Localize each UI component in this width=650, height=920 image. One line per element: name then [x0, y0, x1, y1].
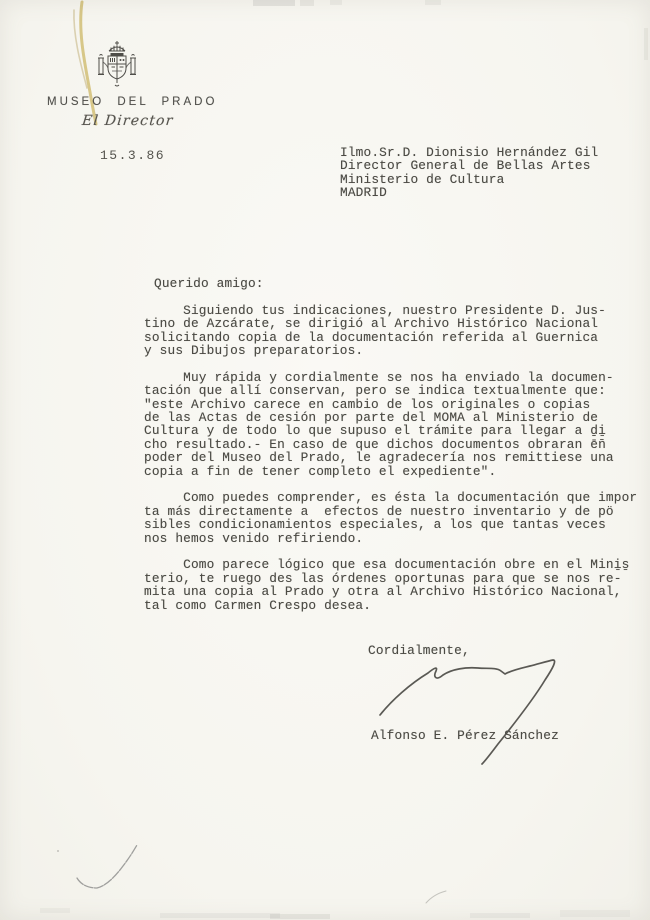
- scan-artifact-bottom: [270, 914, 330, 919]
- scan-artifact-top: [253, 0, 295, 6]
- letter-body: [144, 277, 646, 612]
- letter-date: 15.3.86: [100, 148, 166, 163]
- scan-artifact-bottom: [160, 913, 280, 918]
- pencil-mark-small-icon: [425, 890, 450, 906]
- scan-artifact-top: [425, 0, 441, 5]
- recipient-address-block: Ilmo.Sr.D. Dionisio Hernández Gil Director General de Bellas Artes Ministerio de Cultura MADRID: [340, 145, 599, 200]
- scan-artifact-bottom: [560, 910, 630, 917]
- paragraph-4: Como parece lógico que esa documentación obre en el Mini̱s̱ terio, te ruego des las órdenes oportunas para que se nos re- mita una copia al Prado y otra al Archivo Histórico Nacional, tal como Carmen Crespo desea.: [144, 557, 630, 613]
- letterhead-director-script: El Director: [81, 113, 175, 129]
- scan-artifact-bottom: [470, 913, 530, 918]
- pencil-check-mark-icon: [55, 838, 145, 896]
- paragraph-3: Como puedes comprender, es ésta la documentación que impor ta más directamente a efectos de nuestro inventario y de pö sibles condicionamientos especiales, a los que tantas veces nos hemos venido refiriendo.: [144, 490, 638, 546]
- signer-name: Alfonso E. Pérez Sánchez: [371, 728, 559, 743]
- scan-artifact-top: [330, 0, 342, 5]
- coat-of-arms-icon: [96, 40, 138, 88]
- paragraph-2: Muy rápida y cordialmente se nos ha enviado la documen- tación que allí conservan, pero se indica textualmente que: "este Archivo carece en cambio de los originales o copias de las Actas de cesión por parte del MOMA al Ministerio de Cultura y de todo lo que supuso el trámite para llegar a ḏi̱ cho resultado.- En caso de que dichos documentos obraran ēn̄ poder del Museo del Prado, le agradecería nos remittiese una copia a fin de tener completo el expediente".: [144, 369, 614, 479]
- signature-scribble-icon: [372, 650, 572, 768]
- paragraph-1: Siguiendo tus indicaciones, nuestro Presidente D. Jus- tino de Azcárate, se dirigió al Archivo Histórico Nacional solicitando copia de la documentación referida al Guernica y sus Dibujos preparatorios.: [144, 302, 606, 359]
- letterhead-org-name: MUSEO DEL PRADO: [47, 96, 218, 108]
- scan-artifact-right-edge: [644, 28, 648, 60]
- salutation: Querido amigo:: [154, 276, 264, 291]
- scan-artifact-bottom: [40, 908, 70, 913]
- scan-artifact-top: [300, 0, 314, 6]
- closing-phrase: Cordialmente,: [368, 643, 470, 658]
